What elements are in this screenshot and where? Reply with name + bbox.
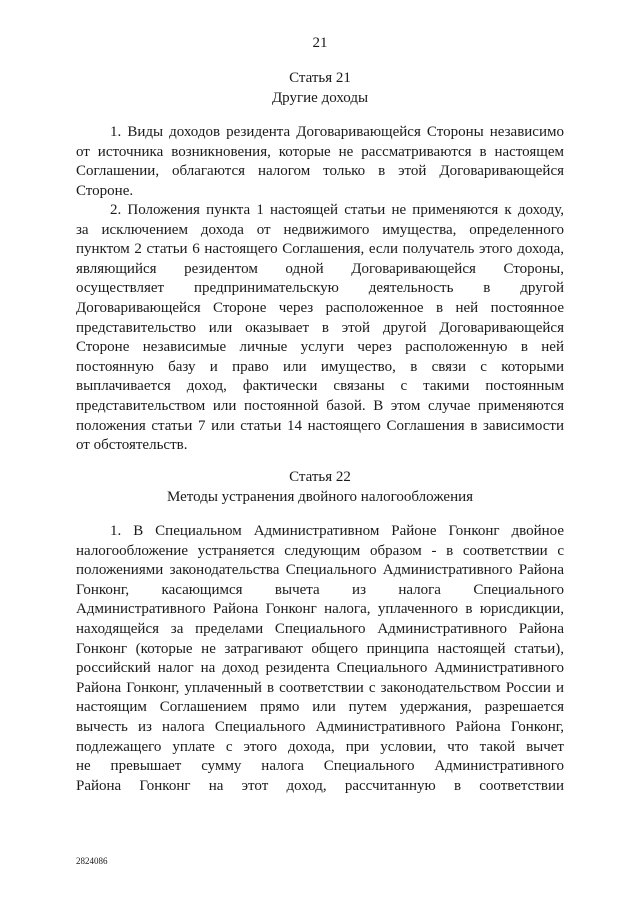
- article-21-paragraph-2: [76, 201, 564, 456]
- text-line: подлежащего уплате с этого дохода, при условии, что такой вычет: [76, 738, 564, 755]
- text-line: Района Гонконг на этот доход, рассчитанную в соответствии: [76, 777, 564, 794]
- text-line: положениями законодательства Специального Административного Района: [76, 562, 564, 579]
- article-21-heading: [0, 68, 640, 108]
- text-line: Договаривающейся Стороне через расположенное в ней постоянное: [76, 299, 564, 316]
- text-line: Соглашении, облагаются налогом только в этой Договаривающейся: [76, 163, 564, 180]
- article-22-heading: [0, 467, 640, 507]
- article-22-label: Статья 22: [289, 469, 351, 485]
- text-line: положения статьи 7 или статьи 14 настоящего Соглашения в зависимости: [76, 417, 564, 434]
- text-line: постоянную базу и право или имущество, в связи с которыми: [76, 358, 564, 375]
- text-line: являющийся резидентом одной Договаривающейся Стороны,: [76, 260, 564, 277]
- text-line: от источника возникновения, которые не рассматриваются в настоящем: [76, 143, 564, 160]
- article-21-title: Другие доходы: [271, 90, 369, 106]
- text-line: 1. Виды доходов резидента Договаривающейся Стороны независимо: [110, 124, 564, 140]
- text-line: Стороне.: [76, 182, 134, 199]
- article-22-title: Методы устранения двойного налогообложения: [166, 489, 474, 505]
- text-line: Стороне независимые личные услуги через расположенную в ней: [76, 339, 564, 356]
- text-line: Гонконг (которые не затрагивают общего принципа настоящей статьи),: [76, 640, 564, 657]
- article-22-paragraph-1: [76, 522, 564, 796]
- text-line: за исключением дохода от недвижимого имущества, определенного: [76, 221, 564, 238]
- text-line: от обстоятельств.: [76, 437, 188, 454]
- text-line: находящейся за пределами Специального Административного Района: [76, 620, 564, 637]
- page-number: 21: [312, 35, 328, 51]
- article-21-label: Статья 21: [289, 70, 351, 86]
- document-id: 2824086: [76, 856, 108, 866]
- text-line: 2. Положения пункта 1 настоящей статьи не применяются к доходу,: [110, 202, 564, 218]
- text-line: настоящим Соглашением прямо или путем удержания, разрешается: [76, 699, 564, 716]
- text-line: Района Гонконг, уплаченный в соответствии с законодательством России и: [76, 679, 564, 696]
- text-line: выплачивается доход, фактически связаны с такими постоянным: [76, 378, 564, 395]
- text-line: не превышает сумму налога Специального Административного: [76, 758, 564, 775]
- text-line: представительством или постоянной базой. В этом случае применяются: [76, 397, 564, 414]
- text-line: представительство или оказывает в этой другой Договаривающейся: [76, 319, 564, 336]
- text-line: 1. В Специальном Административном Районе Гонконг двойное: [110, 523, 564, 539]
- text-line: российский налог на доход резидента Специального Административного: [76, 660, 564, 677]
- text-line: Гонконг, касающимся вычета из налога Специального: [76, 581, 564, 598]
- text-line: пунктом 2 статьи 6 настоящего Соглашения, если получатель этого дохода,: [76, 241, 564, 258]
- article-21-paragraph-1: [76, 123, 564, 201]
- text-line: налогообложение устраняется следующим образом - в соответствии с: [76, 542, 564, 559]
- text-line: Административного Района Гонконг налога, уплаченного в юрисдикции,: [76, 601, 564, 618]
- text-line: осуществляет предпринимательскую деятельность в другой: [76, 280, 564, 297]
- text-line: вычесть из налога Специального Административного Района Гонконг,: [76, 718, 564, 735]
